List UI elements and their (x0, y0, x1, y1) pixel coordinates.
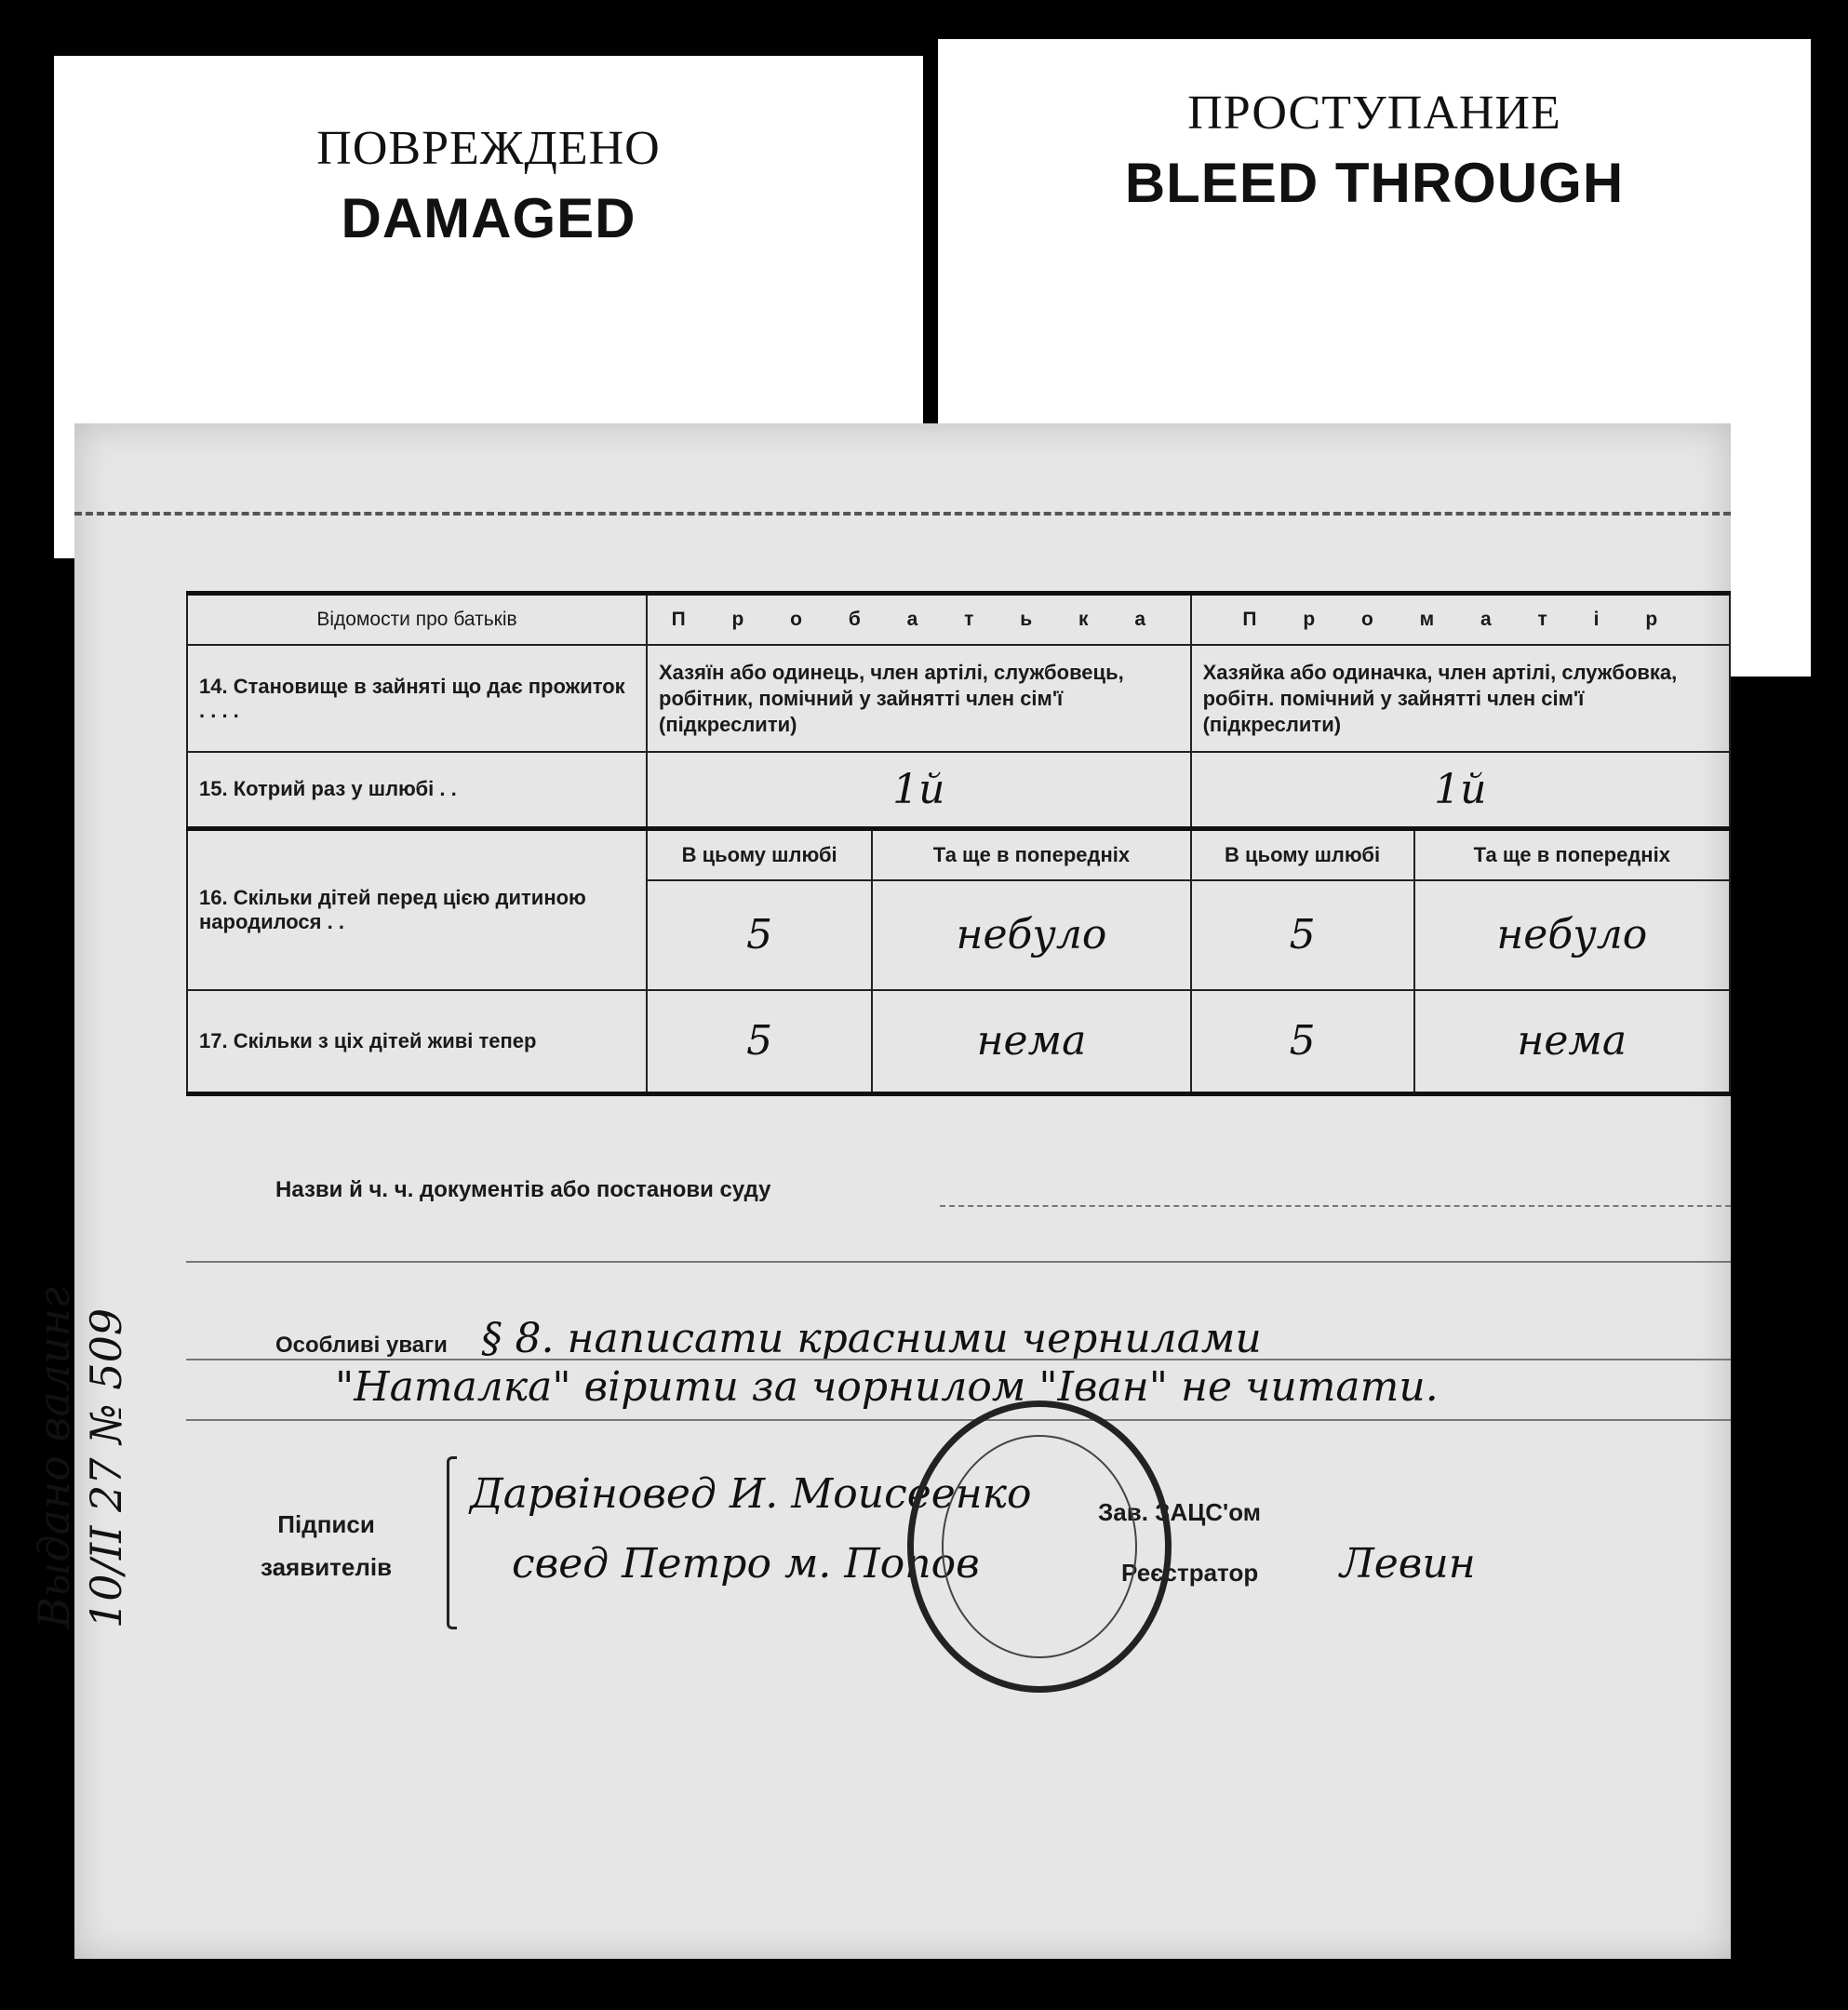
bleed-title-ru: ПРОСТУПАНИЕ (1187, 87, 1561, 140)
signatures-label-line1: Підписи (277, 1510, 375, 1538)
notes-rule-2 (186, 1419, 1731, 1421)
registration-form-page (74, 423, 1731, 1959)
damaged-title-en: DAMAGED (341, 187, 636, 249)
registrar-signature: Левин (1340, 1540, 1476, 1588)
subhead-father-this: В цьому шлюбі (647, 828, 872, 880)
q16-mother-prev: небуло (1414, 880, 1730, 990)
table-header-row (187, 594, 1730, 646)
documents-label: Назви й ч. ч. документів або постанови суду (275, 1177, 771, 1202)
applicant-signature-1: Дарвіновед И. Моисеенко (470, 1470, 1032, 1518)
registrar-label: Реєстратор (1121, 1559, 1259, 1587)
table-row-q14 (187, 645, 1730, 752)
documents-line (940, 1205, 1731, 1207)
q17-father-this: 5 (647, 990, 872, 1094)
notes-line2: "Наталка" вірити за чорнилом "Іван" не читати. (335, 1363, 1439, 1411)
q17-label: 17. Скільки з ціх дітей живі тепер (187, 990, 647, 1094)
margin-note-line2: 10/ІІ 27 № 509 (81, 1307, 131, 1628)
q17-mother-prev: нема (1414, 990, 1730, 1094)
q17-mother-this: 5 (1191, 990, 1414, 1094)
notes-row (186, 1315, 1820, 1362)
q17-father-prev: нема (872, 990, 1190, 1094)
subhead-father-prev: Та ще в попередніх (872, 828, 1190, 880)
subhead-mother-prev: Та ще в попередніх (1414, 828, 1730, 880)
damaged-title-ru: ПОВРЕЖДЕНО (316, 122, 661, 175)
signatures-label-line2: заявителів (261, 1553, 393, 1581)
applicant-signature-2: свед Петро м. Попов (512, 1540, 980, 1588)
q16-mother-this: 5 (1191, 880, 1414, 990)
q16-label: 16. Скільки дітей перед цією дитиною народилося . . (187, 828, 647, 990)
margin-note-line1: Выдано валинг (29, 1286, 79, 1628)
table-row-q15 (187, 752, 1730, 828)
documents-line-2 (186, 1261, 1731, 1263)
notes-line1: § 8. написати красними чернилами (481, 1315, 1262, 1362)
notes-rule-1 (186, 1359, 1731, 1360)
notes-label: Особливі уваги (275, 1333, 448, 1358)
header-label: Відомости про батьків (187, 594, 647, 646)
official-stamp (907, 1400, 1172, 1693)
q14-father-options: Хазяїн або одинець, член артілі, службовець, робітник, помічний у зайнятті член сім'ї (підкреслити) (647, 645, 1191, 752)
official-stamp-inner-ring (942, 1435, 1137, 1658)
signatures-bracket (447, 1456, 457, 1629)
q15-father-value: 1й (647, 752, 1191, 828)
signatures-label (261, 1503, 392, 1588)
header-father: П р о б а т ь к а (647, 594, 1191, 646)
margin-note (28, 1287, 132, 1628)
bleed-title-en: BLEED THROUGH (1124, 152, 1625, 214)
q14-mother-options: Хазяйка або одиначка, член артілі, службовка, робітн. помічний у зайнятті член сім'ї (підкреслити) (1191, 645, 1730, 752)
q16-father-this: 5 (647, 880, 872, 990)
q15-label: 15. Котрий раз у шлюбі . . (187, 752, 647, 828)
table-row-q17 (187, 990, 1730, 1094)
table-subheader-row (187, 828, 1730, 880)
parents-info-table (186, 591, 1731, 1096)
perforation-line (74, 512, 1731, 516)
q16-father-prev: небуло (872, 880, 1190, 990)
subhead-mother-this: В цьому шлюбі (1191, 828, 1414, 880)
header-mother: П р о м а т і р (1191, 594, 1730, 646)
q14-label: 14. Становище в зайняті що дає прожиток . . . . (187, 645, 647, 752)
head-label: Зав. ЗАЦС'ом (1098, 1498, 1261, 1526)
q15-mother-value: 1й (1191, 752, 1730, 828)
